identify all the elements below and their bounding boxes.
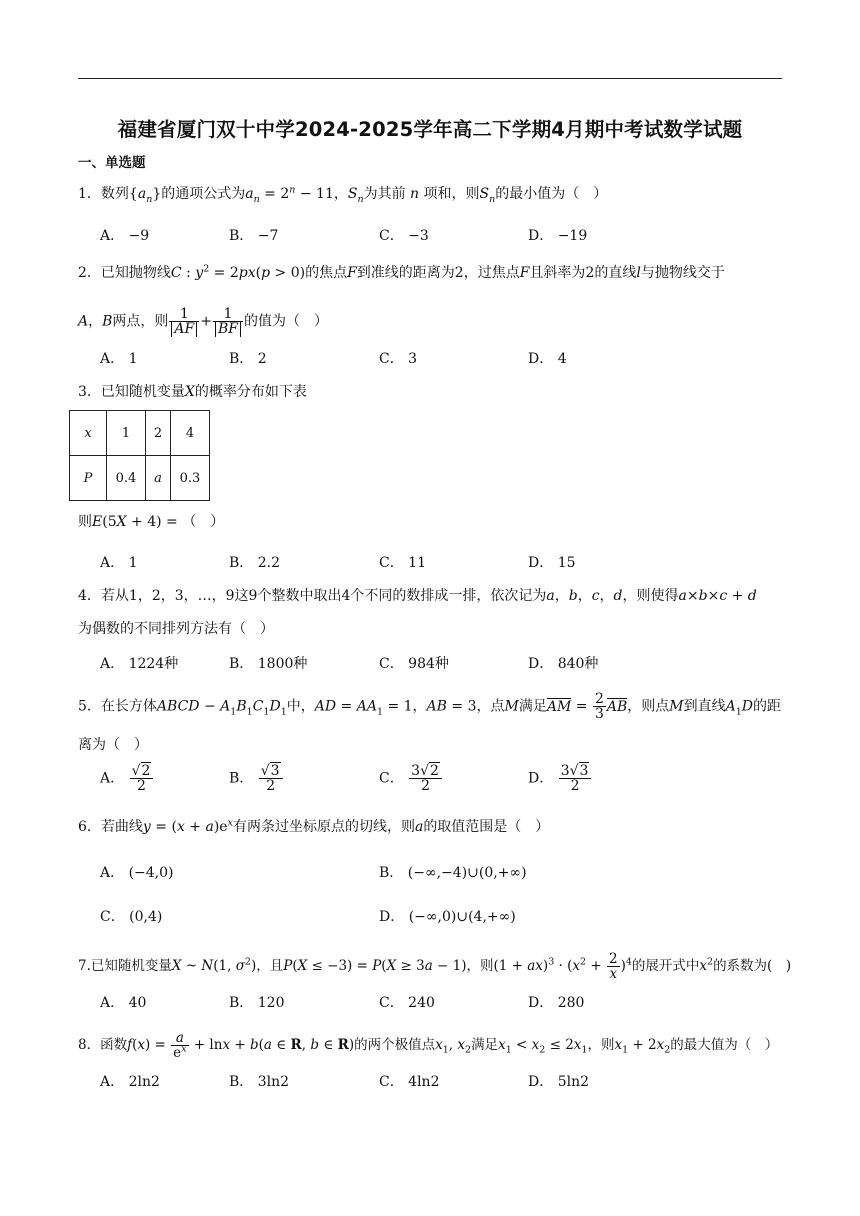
page-title: 福建省厦门双十中学2024-2025学年高二下学期4月期中考试数学试题 [117, 118, 743, 141]
table-cell: P [83, 470, 93, 486]
question-7-stem: 7.已知随机变量X ~ N(1, $\sigma^2$)，且P(X ≤ −3) = P(X ≥ 3a − 1)，则$(1 + ax)^3 \cdot (x^2$ + $\frac{2}{x}$ )$^4$的展开式中$x^2$的系数为( ) [78, 951, 792, 982]
question-4-stem-line1: 4．若从1，2，3，…，9这9个整数中取出4个不同的数排成一排，依次记为a，b，c，d，则使得a×b×c + d [78, 588, 757, 604]
question-6-stem: 6．若曲线$y = (x + a)e^x$有两条过坐标原点的切线，则a的取值范围是（ ） [78, 817, 550, 835]
q7-option-b[interactable]: B． 120 [229, 995, 285, 1011]
q6-option-d[interactable]: D． (−∞,0)∪(4,+∞) [379, 909, 516, 925]
q2-option-c[interactable]: C． 3 [379, 351, 418, 367]
table-cell: a [154, 470, 162, 486]
q2-option-b[interactable]: B． 2 [229, 351, 267, 367]
q4-option-d[interactable]: D． 840种 [528, 656, 599, 672]
q4-option-b[interactable]: B． 1800种 [229, 656, 308, 672]
q5-option-c[interactable]: C． $\frac{3√2}{2}$ [379, 764, 443, 793]
table-cell: 1 [107, 411, 146, 456]
q5-option-b[interactable]: B． $\frac{√3}{2}$ [229, 764, 284, 793]
q6-option-c[interactable]: C． (0,4) [100, 909, 163, 925]
q6-option-b[interactable]: B． (−∞,−4)∪(0,+∞) [379, 865, 527, 881]
q7-option-d[interactable]: D． 280 [528, 995, 585, 1011]
q8-option-d[interactable]: D． 5ln2 [528, 1074, 589, 1090]
question-5-stem-line2: 离为（ ） [78, 737, 148, 753]
question-4-stem-line2: 为偶数的不同排列方法有（ ） [78, 621, 274, 637]
q4-option-c[interactable]: C． 984种 [379, 656, 449, 672]
q8-option-a[interactable]: A． 2ln2 [100, 1074, 160, 1090]
q3-option-a[interactable]: A． 1 [100, 555, 138, 571]
question-1-stem: 1．数列$\{a_n\}$的通项公式为$a_n = 2^n - 11$，$S_n$为其前 n 项和，则$S_n$的最小值为（ ） [78, 184, 608, 205]
q2-option-d[interactable]: D． 4 [528, 351, 567, 367]
header-rule [78, 78, 782, 79]
question-2-stem-line1: 2．已知抛物线C : $y^2 = 2px(p > 0)$的焦点F到准线的距离为2，过焦点F且斜率为2的直线l与抛物线交于 [78, 263, 725, 281]
q3-option-b[interactable]: B． 2.2 [229, 555, 281, 571]
q3-option-d[interactable]: D． 15 [528, 555, 576, 571]
table-cell: 0.3 [171, 456, 210, 501]
q2-option-a[interactable]: A． 1 [100, 351, 138, 367]
q6-option-a[interactable]: A． (−4,0) [100, 865, 174, 881]
section-heading: 一、单选题 [78, 155, 146, 171]
question-8-stem: 8．函数f(x) = $\frac{a}{e^x}$ + lnx + b(a ∈ R, b ∈ R)的两个极值点$x_1$, $x_2$满足$x_1 < x_2 \le 2x_1$，则$x_1 + 2x_2$的最大值为（ ） [78, 1030, 779, 1061]
table-cell: 0.4 [107, 456, 146, 501]
q5-option-d[interactable]: D． $\frac{3√3}{2}$ [528, 764, 592, 793]
table-cell: 2 [146, 411, 171, 456]
q1-option-d[interactable]: D． −19 [528, 228, 588, 244]
q4-option-a[interactable]: A． 1224种 [100, 656, 179, 672]
q7-option-a[interactable]: A． 40 [100, 995, 147, 1011]
question-2-stem-line2: A，B两点，则 $\frac{1}{AF}$ + $\frac{1}{BF}$ 的值为（ ） [78, 306, 328, 337]
question-3-stem-2: 则E(5X + 4) = （ ） [78, 514, 225, 530]
table-cell: x [84, 425, 92, 441]
q1-option-c[interactable]: C． −3 [379, 228, 429, 244]
q7-option-c[interactable]: C． 240 [379, 995, 435, 1011]
q1-option-a[interactable]: A． −9 [100, 228, 150, 244]
table-cell: 4 [171, 411, 210, 456]
q5-option-a[interactable]: A． $\frac{√2}{2}$ [100, 764, 154, 793]
q1-option-b[interactable]: B． −7 [229, 228, 279, 244]
probability-table [69, 410, 210, 501]
question-3-stem: 3．已知随机变量X的概率分布如下表 [78, 384, 307, 400]
q8-option-b[interactable]: B． 3ln2 [229, 1074, 290, 1090]
q3-option-c[interactable]: C． 11 [379, 555, 426, 571]
question-5-stem-line1: 5．在长方体ABCD − $A_1B_1C_1D_1$中，AD = $AA_1 = 1$，AB = 3，点M满足AM = $\frac{2}{3}$ AB，则点M到直线$A_1D$的距 [78, 691, 782, 722]
q8-option-c[interactable]: C． 4ln2 [379, 1074, 440, 1090]
